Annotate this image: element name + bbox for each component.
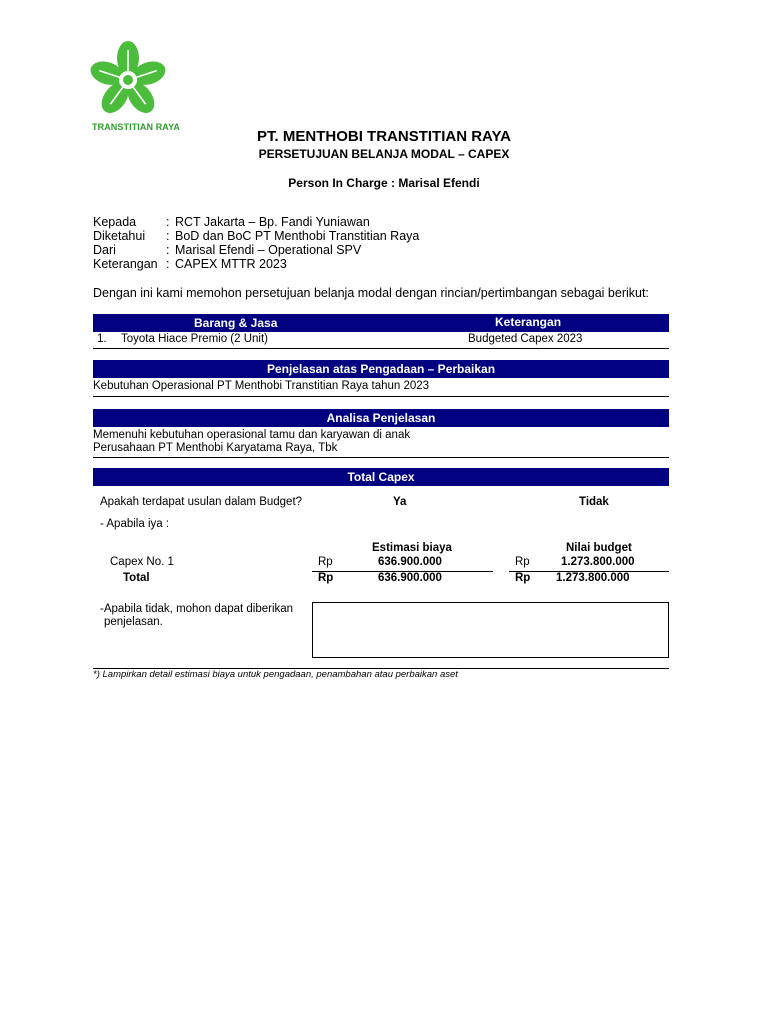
col-barang-jasa: Barang & Jasa xyxy=(194,316,278,330)
total-budget: 1.273.800.000 xyxy=(556,572,630,584)
capex-row-budget: 1.273.800.000 xyxy=(561,556,635,568)
intro-text: Dengan ini kami memohon persetujuan belanja modal dengan rincian/pertimbangan sebagai berikut: xyxy=(93,286,649,300)
divider xyxy=(93,396,669,397)
meta-label-diketahui: Diketahui xyxy=(93,229,146,243)
if-yes-label: - Apabila iya : xyxy=(100,518,170,530)
divider xyxy=(93,457,669,458)
analysis-header-bar xyxy=(93,409,669,427)
analysis-heading: Analisa Penjelasan xyxy=(326,411,436,425)
total-capex-heading: Total Capex xyxy=(347,470,415,484)
capex-row-label: Capex No. 1 xyxy=(110,556,174,568)
footnote: *) Lampirkan detail estimasi biaya untuk pengadaan, penambahan atau perbaikan aset xyxy=(93,669,458,680)
document-subtitle: PERSETUJUAN BELANJA MODAL – CAPEX xyxy=(258,147,510,161)
item-number: 1. xyxy=(97,333,107,345)
meta-colon: : xyxy=(166,215,170,229)
items-header-bar xyxy=(93,314,669,332)
currency-label: Rp xyxy=(515,572,531,584)
explanation-text: Kebutuhan Operasional PT Menthobi Transtitian Raya tahun 2023 xyxy=(93,380,430,392)
budget-question: Apakah terdapat usulan dalam Budget? xyxy=(100,496,303,508)
currency-label: Rp xyxy=(318,572,334,584)
person-in-charge: Person In Charge : Marisal Efendi xyxy=(288,176,480,190)
if-no-line-2: penjelasan. xyxy=(104,616,163,628)
currency-label: Rp xyxy=(515,556,530,568)
explanation-header-bar xyxy=(93,360,669,378)
meta-value-diketahui: BoD dan BoC PT Menthobi Transtitian Raya xyxy=(175,229,420,243)
meta-colon: : xyxy=(166,257,170,271)
divider xyxy=(93,348,669,349)
logo-text: TRANSTITIAN RAYA xyxy=(92,122,180,132)
analysis-line-2: Perusahaan PT Menthobi Karyatama Raya, Tbk xyxy=(93,442,338,454)
meta-label-kepada: Kepada xyxy=(93,215,137,229)
total-capex-header-bar xyxy=(93,468,669,486)
meta-colon: : xyxy=(166,229,170,243)
meta-value-kepada: RCT Jakarta – Bp. Fandi Yuniawan xyxy=(175,215,370,229)
item-note: Budgeted Capex 2023 xyxy=(468,333,583,345)
meta-value-dari: Marisal Efendi – Operational SPV xyxy=(175,243,362,257)
col-nilai-budget: Nilai budget xyxy=(566,542,632,554)
analysis-line-1: Memenuhi kebutuhan operasional tamu dan karyawan di anak xyxy=(93,429,411,441)
meta-label-dari: Dari xyxy=(93,243,116,257)
col-keterangan: Keterangan xyxy=(495,315,562,329)
explanation-box xyxy=(312,602,669,658)
currency-label: Rp xyxy=(318,556,333,568)
total-estimate: 636.900.000 xyxy=(378,572,442,584)
explanation-heading: Penjelasan atas Pengadaan – Perbaikan xyxy=(266,362,496,376)
answer-yes: Ya xyxy=(393,496,407,508)
if-no-line-1: -Apabila tidak, mohon dapat diberikan xyxy=(100,603,294,615)
meta-label-keterangan: Keterangan xyxy=(93,257,158,271)
answer-no: Tidak xyxy=(579,496,609,508)
capex-row-estimate: 636.900.000 xyxy=(378,556,442,568)
item-name: Toyota Hiace Premio (2 Unit) xyxy=(121,333,268,345)
total-label: Total xyxy=(123,572,150,584)
col-estimasi-biaya: Estimasi biaya xyxy=(372,542,452,554)
meta-value-keterangan: CAPEX MTTR 2023 xyxy=(175,257,287,271)
company-title: PT. MENTHOBI TRANSTITIAN RAYA xyxy=(257,128,511,145)
meta-colon: : xyxy=(166,243,170,257)
